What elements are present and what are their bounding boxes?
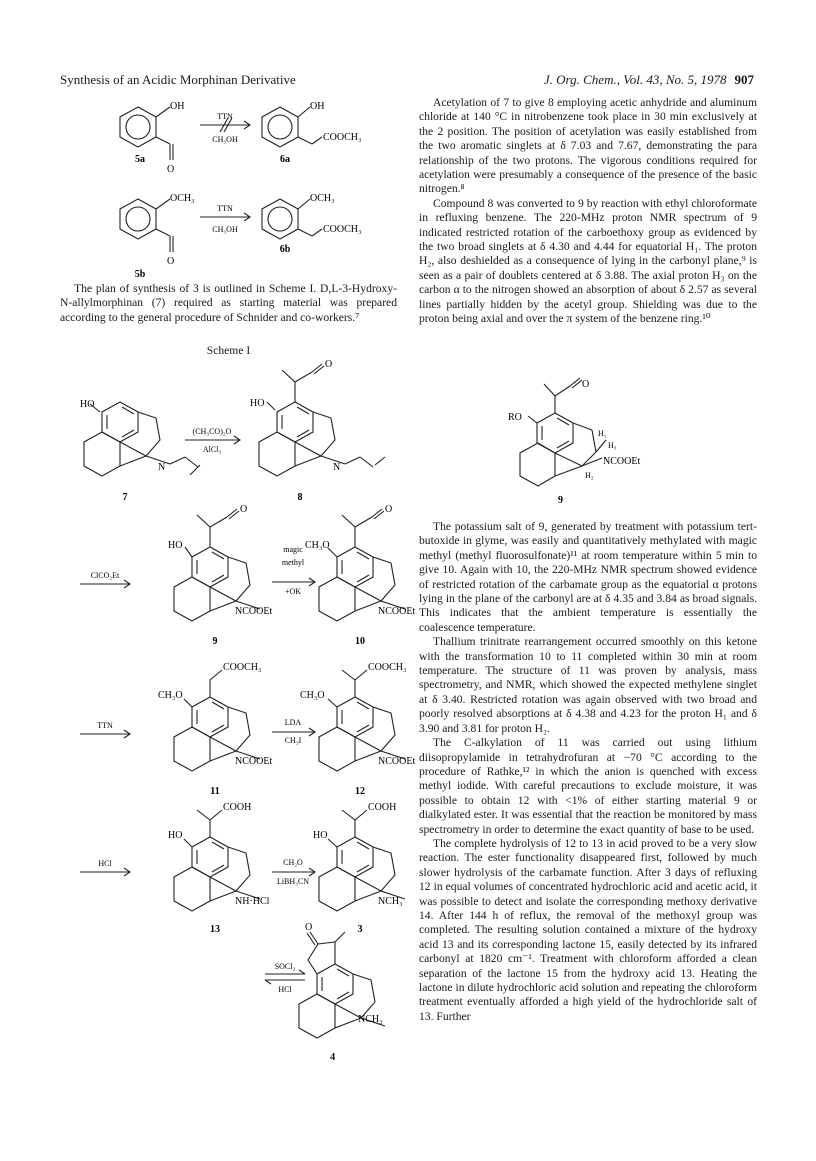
reagent-ttn: TTN bbox=[97, 721, 113, 730]
compound-13: 13 bbox=[210, 924, 220, 935]
scheme-1 bbox=[60, 359, 416, 1025]
reagent-ac2o: (CH₃CO)₂O bbox=[192, 427, 232, 436]
right-text bbox=[419, 96, 757, 327]
h2-label: H₂ bbox=[585, 471, 594, 480]
reagent-ch3oh: CH₃OH bbox=[212, 135, 238, 144]
n-label: N bbox=[333, 462, 341, 473]
oh-label: OH bbox=[170, 101, 185, 112]
reagent-ch3oh: CH₃OH bbox=[212, 225, 238, 234]
reagent-ttn: TTN bbox=[217, 112, 233, 121]
reagent-magic: magic bbox=[283, 545, 303, 554]
reagent-methyl: methyl bbox=[281, 558, 305, 567]
cooch3-label: COOCH₃ bbox=[323, 224, 362, 235]
right-text-continued bbox=[419, 520, 757, 1024]
paragraph-alkylation: The C-alkylation of 11 was carried out using lithium diisopropylamide in tetrahydrofuran at −70 °C according to the procedure of Rathke,¹² in which the anion is quenched with excess methyl iodide. With careful precautions to exclude moisture, it was possible to obtain 12 with <1% of either starting material 9 or dialkylated ester. It was essential that the reaction be monitored by mass spectrometry in order to determine the exact quantity of base to be used. bbox=[419, 736, 757, 836]
o-label: O bbox=[167, 164, 175, 175]
paragraph-methylation: The potassium salt of 9, generated by treatment with potassium tert-butoxide in glyme, was easily and quantitatively methylated with magic methyl (methyl fluorosulfonate)¹¹ at room temperature within 5 min to give 10. Again with 10, the 220-MHz NMR spectrum showed evidence of restricted rotation of the carbamate group as the equatorial α protons lying in the plane of the carbonyl are at δ 4.35 and 3.84 as broad signals. This indicates that the ambient temperature is essentially the coalescence temperature. bbox=[419, 520, 757, 634]
reagent-clco2et: ClCO₂Et bbox=[90, 571, 120, 580]
compound-9: 9 bbox=[212, 636, 218, 647]
structure-9 bbox=[500, 378, 680, 508]
n-label: N bbox=[158, 462, 166, 473]
o-label: O bbox=[240, 504, 248, 515]
paragraph-acetylation: Acetylation of 7 to give 8 employing acetic anhydride and aluminum chloride at 140 °C in nitrobenzene took place in 30 min exclusively at the 2 position. The position of acetylation was easily established from the two aromatic singlets at δ 7.03 and 7.67, demonstrating the para relationship of the two protons. The vigorous conditions required for acetylation were presumably a consequence of the presence of the basic nitrogen.⁸ bbox=[419, 96, 757, 196]
cooch3-label: COOCH₃ bbox=[223, 662, 262, 673]
ch3o-label: CH₃O bbox=[300, 690, 325, 701]
reagent-socl2: SOCl₂ bbox=[274, 962, 296, 971]
paragraph-hydrolysis: The complete hydrolysis of 12 to 13 in acid proved to be a very slow reaction. The ester functionality disappeared first, followed by much slower hydrolysis of the carbamate function. After 3 days of refluxing 12 in equal volumes of concentrated hydrochloric acid and acetic acid, it was possible to detect and isolate the corresponding methoxy derivative 14. After 144 h of reflux, the removal of the methoxyl group was completed. The resulting solution contained a mixture of the hydroxy acid 13 and its corresponding lactone 15, easily detected by its infrared carbonyl at 1820 cm⁻¹. Treatment with chloroform afforded a clean separation of the lactone 15 from the hydroxy acid 13. Heating the lactone in dilute hydrochloric acid solution and repeating the chloroform treatment eventually afforded a high yield of the hydrochloride salt of 13. Further bbox=[419, 836, 757, 1023]
reagent-alcl3: AlCl₃ bbox=[202, 445, 222, 454]
cooch3-label: COOCH₃ bbox=[323, 132, 362, 143]
o-label: O bbox=[167, 256, 175, 267]
paragraph-compound-8: Compound 8 was converted to 9 by reaction with ethyl chloroformate in refluxing benzene. The 220-MHz proton NMR spectrum of 9 indicated restricted rotation of the carboethoxy group as evidenced by the two broad singlets at δ 4.30 and 4.44 for equatorial H₁. The proton H₂, also deshielded as a consequence of lying in the carbonyl plane,⁹ is seen as a pair of doublets centered at δ 3.88. The axial proton H₃ on the carbon α to the nitrogen showed an absorption of about δ 2.57 as several lines partially hidden by the acetyl group. Shielding was due to the proton being axial and over the π system of the benzene ring.¹⁰ bbox=[419, 196, 757, 326]
ch3o-label: CH₃O bbox=[305, 540, 330, 551]
ncooet-label: NCOOEt bbox=[603, 456, 641, 467]
compound-4: 4 bbox=[330, 1052, 336, 1063]
reagent-tbuok: +OK bbox=[284, 587, 302, 596]
reagent-hcl: HCl bbox=[98, 859, 112, 868]
och3-label: OCH₃ bbox=[310, 193, 335, 204]
oh-label: OH bbox=[310, 101, 325, 112]
ho-label: HO bbox=[313, 830, 328, 841]
ncooet-label: NCOOEt bbox=[378, 606, 416, 617]
reagent-lda: LDA bbox=[284, 718, 302, 727]
ro-label: RO bbox=[508, 412, 522, 423]
compound-7: 7 bbox=[122, 492, 128, 503]
paragraph: The plan of synthesis of 3 is outlined in Scheme I. D,L-3-Hydroxy-N-allylmorphinan (7) required as starting material was prepared according to the general procedure of Schnider and co-workers.⁷ bbox=[60, 282, 397, 324]
och3-label: OCH₃ bbox=[170, 193, 195, 204]
ncooet-label: NCOOEt bbox=[235, 606, 273, 617]
cooch3-label: COOCH₃ bbox=[368, 662, 407, 673]
paragraph-thallium: Thallium trinitrate rearrangement occurred smoothly on this ketone with the transformation 10 to 11 completed within 30 min at room temperature. The structure of 11 was proven by analysis, mass spectrometry, and NMR, which showed the expected methylene singlet at δ 3.40. Restricted rotation was again observed with two broad and poorly resolved absorptions at δ 4.38 and 4.23 for the proton H₁ and δ 3.90 and 3.81 for proton H₂. bbox=[419, 635, 757, 735]
o-label: O bbox=[305, 922, 313, 933]
compound-6a: 6a bbox=[280, 154, 290, 165]
reagent-ch2o: CH₂O bbox=[283, 858, 303, 867]
page-number: 907 bbox=[734, 72, 754, 87]
compound-11: 11 bbox=[210, 786, 220, 797]
compound-9: 9 bbox=[558, 495, 563, 506]
compound-12: 12 bbox=[355, 786, 365, 797]
nch3-label: NCH₃ bbox=[358, 1014, 383, 1025]
cooh-label: COOH bbox=[223, 802, 252, 813]
ho-label: HO bbox=[168, 540, 183, 551]
compound-6b: 6b bbox=[279, 244, 291, 255]
o-label: O bbox=[325, 359, 333, 370]
ncooet-label: NCOOEt bbox=[235, 756, 273, 767]
left-text bbox=[60, 282, 397, 325]
nch3-label: NCH₃ bbox=[378, 896, 403, 907]
ho-label: HO bbox=[80, 399, 95, 410]
o-label: O bbox=[582, 379, 590, 390]
reagent-ttn: TTN bbox=[217, 204, 233, 213]
h3-label: H₃ bbox=[608, 441, 617, 450]
ch3o-label: CH₃O bbox=[158, 690, 183, 701]
nhhcl-label: NH·HCl bbox=[235, 896, 270, 907]
reagent-libh3cn: LiBH₃CN bbox=[276, 877, 310, 886]
running-title: Synthesis of an Acidic Morphinan Derivative bbox=[60, 72, 296, 87]
compound-5a: 5a bbox=[135, 154, 145, 165]
h1-label: H₁ bbox=[598, 429, 607, 438]
compound-10: 10 bbox=[355, 636, 365, 647]
scheme-title: Scheme I bbox=[206, 344, 251, 357]
ho-label: HO bbox=[250, 398, 265, 409]
compound-5b: 5b bbox=[134, 269, 146, 280]
reagent-ch3i: CH₃I bbox=[284, 736, 302, 745]
reagent-hcl: HCl bbox=[278, 985, 292, 994]
ho-label: HO bbox=[168, 830, 183, 841]
compound-8: 8 bbox=[297, 492, 303, 503]
journal-citation bbox=[544, 72, 754, 88]
compound-3: 3 bbox=[357, 924, 363, 935]
o-label: O bbox=[385, 504, 393, 515]
scheme-5-6 bbox=[60, 92, 397, 282]
cooh-label: COOH bbox=[368, 802, 397, 813]
journal-name: J. Org. Chem., Vol. 43, No. 5, 1978 bbox=[543, 72, 727, 87]
ncooet-label: NCOOEt bbox=[378, 756, 416, 767]
